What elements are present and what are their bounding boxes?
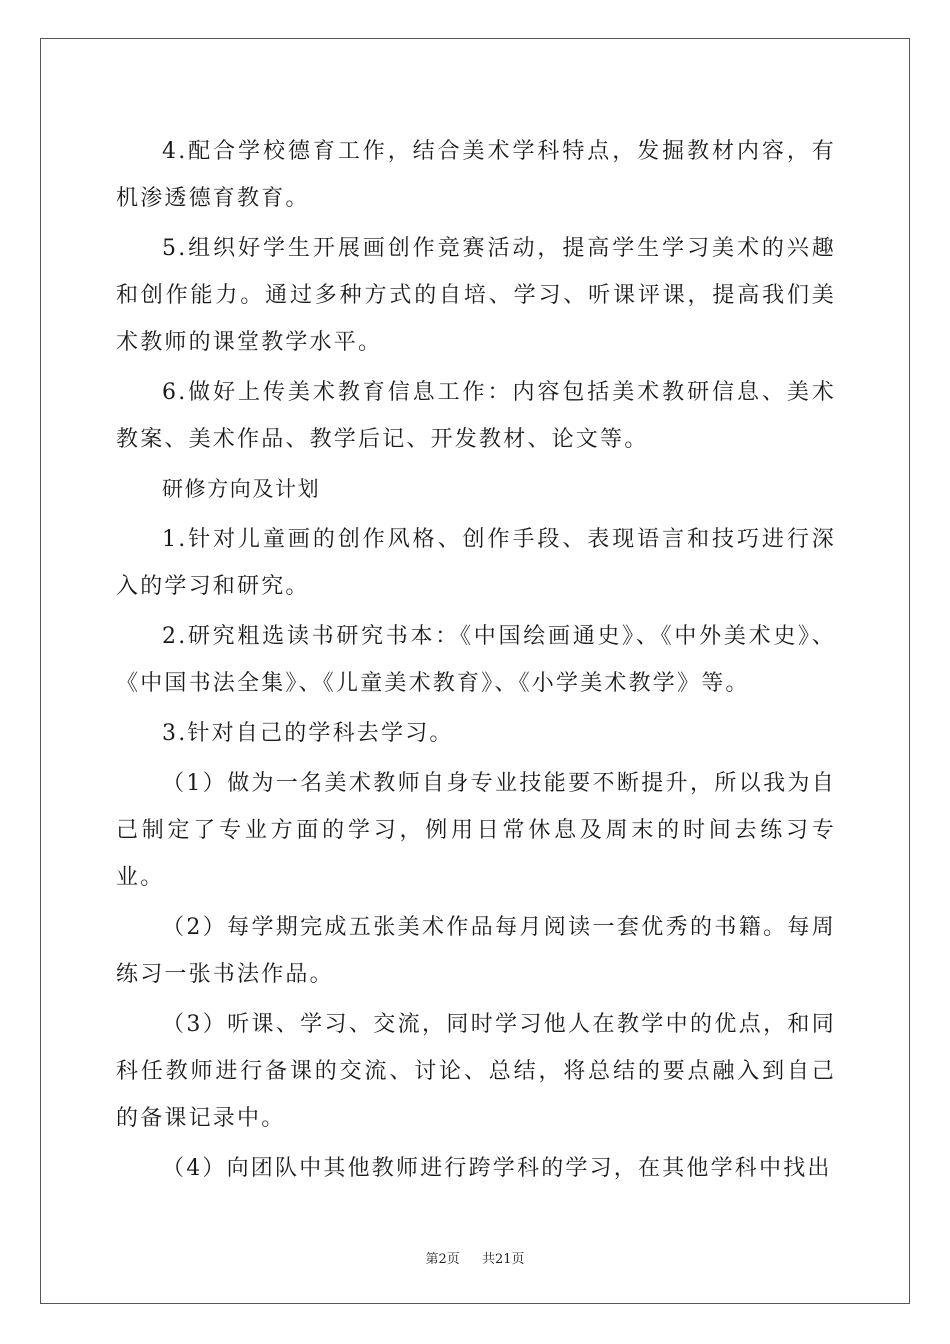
page-number: 第2页 — [425, 1252, 460, 1267]
paragraph-reading-list: 2.研究粗选读书研究书本：《中国绘画通史》、《中外美术史》、《中国书法全集》、《儿童美术教育》、《小学美术教学》等。 — [116, 624, 836, 696]
total-pages: 共21页 — [482, 1252, 525, 1267]
paragraph-item-3: （3）听课、学习、交流，同时学习他人在教学中的优点，和同科任教师进行备课的交流、讨论、总结，将总结的要点融入到自己的备课记录中。 — [116, 1012, 836, 1131]
page-footer — [0, 1248, 950, 1267]
paragraph-self-study: 3.针对自己的学科去学习。 — [162, 721, 454, 746]
paragraph-moral-education: 4.配合学校德育工作，结合美术学科特点，发掘教材内容，有机渗透德育教育。 — [116, 139, 836, 211]
paragraph-item-2: （2）每学期完成五张美术作品每月阅读一套优秀的书籍。每周练习一张书法作品。 — [116, 915, 836, 987]
section-heading: 研修方向及计划 — [162, 477, 321, 501]
paragraph-competition: 5.组织好学生开展画创作竞赛活动，提高学生学习美术的兴趣和创作能力。通过多种方式的自培、学习、听课评课，提高我们美术教师的课堂教学水平。 — [116, 236, 836, 355]
paragraph-children-art: 1.针对儿童画的创作风格、创作手段、表现语言和技巧进行深入的学习和研究。 — [116, 527, 836, 599]
paragraph-item-4: （4）向团队中其他教师进行跨学科的学习，在其他学科中找出 — [162, 1156, 832, 1181]
paragraph-info-upload: 6.做好上传美术教育信息工作：内容包括美术教研信息、美术教案、美术作品、教学后记、开发教材、论文等。 — [116, 380, 836, 452]
document-body — [116, 128, 836, 1195]
paragraph-item-1: （1）做为一名美术教师自身专业技能要不断提升，所以我为自己制定了专业方面的学习，例用日常休息及周末的时间去练习专业。 — [116, 771, 836, 890]
